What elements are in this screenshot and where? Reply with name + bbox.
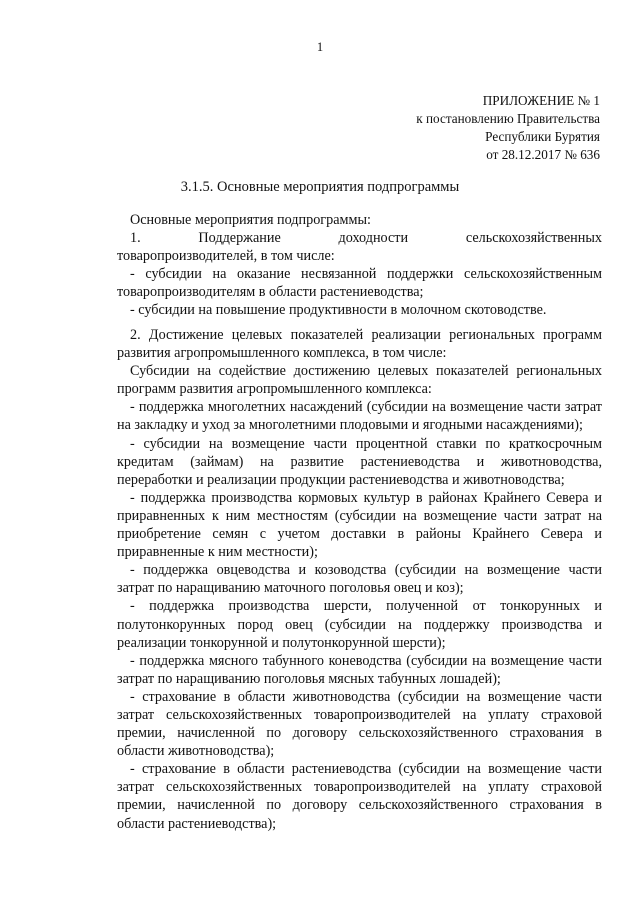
page-number: 1 (316, 40, 324, 54)
item1-word1: Поддержание (198, 230, 281, 247)
list-item: - поддержка многолетних насаждений (субсидии на возмещение части затрат на закладку и уход за многолетними плодовыми и ягодными насаждениями); (117, 399, 602, 434)
list-item: - субсидии на оказание несвязанной поддержки сельскохозяйственным товаропроизводителям в области растениеводства; (117, 266, 602, 301)
body-block-2 (117, 326, 602, 833)
item1-first-line (117, 229, 602, 247)
item2-paragraph: 2. Достижение целевых показателей реализации региональных программ развития агропромышленного комплекса, в том числе: (117, 327, 602, 362)
list-item: - субсидии на возмещение части процентной ставки по краткосрочным кредитам (займам) на развитие растениеводства и животноводства, переработки и реализации продукции растениеводства и животноводства; (117, 435, 602, 488)
body-block-1 (117, 211, 602, 320)
list-item: - поддержка овцеводства и козоводства (субсидии на возмещение части затрат по наращиванию маточного поголовья овец и коз); (117, 562, 602, 597)
list-item: - страхование в области растениеводства (субсидии на возмещение части затрат сельскохозяйственных товаропроизводителей на уплату страховой премии, начисленной по договору сельскохозяйственного страхования в области растениеводства); (117, 761, 602, 832)
appendix-line-date: от 28.12.2017 № 636 (486, 147, 600, 162)
list-item: - поддержка производства кормовых культур в районах Крайнего Севера и приравненных к ним местностям (субсидии на возмещение части затрат на приобретение семян с учетом доставки в районы Крайнего Севера и приравненные к ним местности); (117, 489, 602, 561)
item1-word2: доходности (338, 230, 409, 247)
list-item: - страхование в области животноводства (субсидии на возмещение части затрат сельскохозяйственных товаропроизводителей на уплату страховой премии, начисленной по договору сельскохозяйственного страхования в области животноводства); (117, 688, 602, 760)
list-item: - субсидии на повышение продуктивности в молочном скотоводстве. (130, 302, 547, 319)
appendix-line-decree: к постановлению Правительства (416, 111, 600, 126)
intro-paragraph: Основные мероприятия подпрограммы: (130, 212, 371, 228)
appendix-line-republic: Республики Бурятия (485, 129, 600, 144)
item1-continuation: товаропроизводителей, в том числе: (117, 248, 335, 265)
section-title: 3.1.5. Основные мероприятия подпрограммы (180, 179, 460, 195)
list-item: - поддержка производства шерсти, полученной от тонкорунных и полутонкорунных пород овец (субсидии на поддержку производства и реализации тонкорунной и полутонкорунной шерсти); (117, 598, 602, 651)
list-item: - поддержка мясного табунного коневодства (субсидии на возмещение части затрат по наращиванию поголовья мясных табунных лошадей); (117, 652, 602, 687)
item1-word3: сельскохозяйственных (465, 230, 602, 247)
subsidies-heading: Субсидии на содействие достижению целевых показателей региональных программ развития агропромышленного комплекса: (117, 363, 602, 398)
appendix-header (416, 92, 600, 164)
appendix-title: ПРИЛОЖЕНИЕ № 1 (482, 93, 600, 108)
item1-number: 1. (130, 230, 141, 247)
